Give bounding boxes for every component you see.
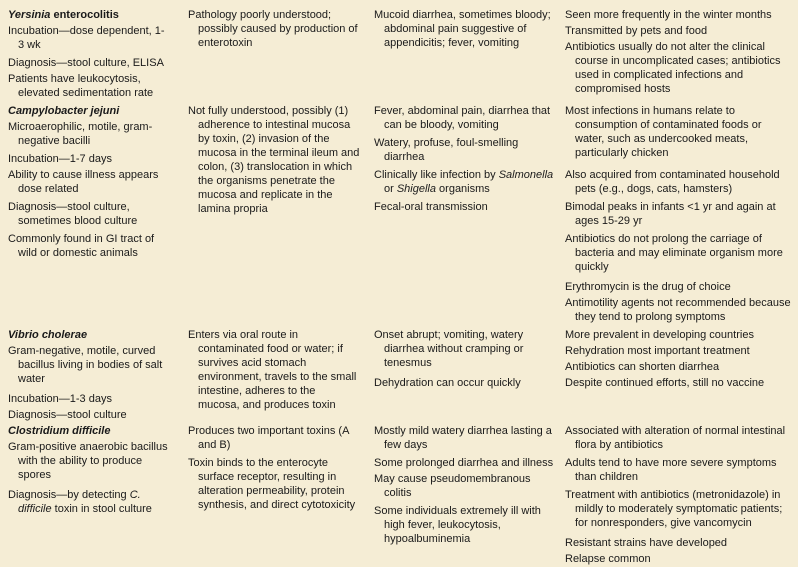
- comment-text: Antibiotics do not prolong the carriage of bacteria and may eliminate organism more quickly: [565, 233, 783, 273]
- c-difficile-italic: C. difficile: [18, 489, 141, 515]
- comment-text: Erythromycin is the drug of choice: [565, 281, 731, 293]
- comment-text: Most infections in humans relate to consumption of contaminated foods or water, such as undercooked meats, particularly chicken: [565, 105, 762, 159]
- pathology-text: Produces two important toxins (A and B): [188, 425, 349, 451]
- organism-detail-part: toxin in stool culture: [51, 503, 152, 515]
- organism-detail: Patients have leukocytosis, elevated sedimentation rate: [8, 73, 154, 99]
- clinical-text: Some individuals extremely ill with high fever, leukocytosis, hypoalbuminemia: [374, 505, 541, 545]
- clinical-text: Mostly mild watery diarrhea lasting a few days: [374, 425, 552, 451]
- clinical-text: Watery, profuse, foul-smelling diarrhea: [374, 137, 519, 163]
- clinical-text-part: Clinically like infection by: [374, 169, 499, 181]
- comment-text: Rehydration most important treatment: [565, 345, 750, 357]
- organism-name-suffix: enterocolitis: [50, 9, 119, 21]
- comment-text: Antimotility agents not recommended because they tend to prolong symptoms: [565, 297, 791, 323]
- organism-detail: Diagnosis—stool culture, sometimes blood culture: [8, 201, 138, 227]
- organism-name: Campylobacter jejuni: [8, 105, 120, 117]
- comment-text: Also acquired from contaminated household pets (e.g., dogs, cats, hamsters): [565, 169, 780, 195]
- organism-detail: Microaerophilic, motile, gram-negative bacilli: [8, 121, 153, 147]
- clinical-text: Fecal-oral transmission: [374, 201, 488, 213]
- organism-detail: Diagnosis—stool culture: [8, 409, 127, 421]
- organism-detail: Incubation—dose dependent, 1-3 wk: [8, 25, 165, 51]
- organism-title: [8, 8, 168, 22]
- clinical-text: [374, 168, 556, 196]
- organism-detail: Gram-positive anaerobic bacillus with the ability to produce spores: [8, 441, 168, 481]
- organism-detail-part: Diagnosis—by detecting: [8, 489, 130, 501]
- clinical-text-part: organisms: [435, 183, 490, 195]
- shigella-italic: Shigella: [396, 183, 436, 195]
- comment-text: Resistant strains have developed: [565, 537, 728, 549]
- comment-text: Bimodal peaks in infants <1 yr and again at ages 15-29 yr: [565, 201, 776, 227]
- comment-text: Associated with alteration of normal intestinal flora by antibiotics: [565, 425, 786, 451]
- comment-text: Seen more frequently in the winter months: [565, 9, 772, 21]
- organism-name: Clostridium difficile: [8, 425, 111, 437]
- clinical-text: Onset abrupt; vomiting, watery diarrhea without cramping or tenesmus: [374, 329, 524, 369]
- organism-title: [8, 104, 168, 118]
- organism-detail: Incubation—1-3 days: [8, 393, 112, 405]
- pathology-text: Toxin binds to the enterocyte surface receptor, resulting in alteration permeability, protein synthesis, and direct cytotoxicity: [188, 457, 356, 511]
- pathology-text: Pathology poorly understood; possibly caused by production of enterotoxin: [188, 9, 358, 49]
- organism-detail: Ability to cause illness appears dose related: [8, 169, 159, 195]
- salmonella-italic: Salmonella: [498, 169, 554, 181]
- organism-name: Vibrio cholerae: [8, 329, 88, 341]
- clinical-text: Some prolonged diarrhea and illness: [374, 457, 554, 469]
- clinical-text: Fever, abdominal pain, diarrhea that can be bloody, vomiting: [374, 105, 551, 131]
- organism-title: [8, 424, 168, 438]
- pathology-text: Not fully understood, possibly (1) adherence to intestinal mucosa by toxin, (2) invasion of the mucosa in the terminal ileum and colon, (3) translocation in which the organisms penetrate the mucosa and replicate in the lamina propria: [188, 105, 360, 215]
- organism-detail: Incubation—1-7 days: [8, 153, 112, 165]
- organism-detail: Diagnosis—stool culture, ELISA: [8, 57, 164, 69]
- organism-name: Yersinia: [8, 9, 51, 21]
- comment-text: Despite continued efforts, still no vaccine: [565, 377, 765, 389]
- clinical-text: May cause pseudomembranous colitis: [374, 473, 531, 499]
- clinical-text: Dehydration can occur quickly: [374, 377, 521, 389]
- comment-text: Antibiotics usually do not alter the clinical course in uncomplicated cases; antibiotics used in complicated infections and compromised hosts: [565, 41, 781, 95]
- comment-text: Transmitted by pets and food: [565, 25, 708, 37]
- organism-title: [8, 328, 168, 342]
- pathology-text: Enters via oral route in contaminated food or water; if survives acid stomach environment, travels to the small intestine, adheres to the mucosa, and produces toxin: [188, 329, 357, 411]
- organism-detail: [8, 488, 168, 516]
- comment-text: Adults tend to have more severe symptoms than children: [565, 457, 777, 483]
- organism-detail: Commonly found in GI tract of wild or domestic animals: [8, 233, 155, 259]
- comment-text: Relapse common: [565, 553, 651, 565]
- comment-text: Treatment with antibiotics (metronidazole) in mildly to moderately symptomatic patients; for nonresponders, give vancomycin: [565, 489, 783, 529]
- comment-text: Antibiotics can shorten diarrhea: [565, 361, 720, 373]
- comment-text: More prevalent in developing countries: [565, 329, 754, 341]
- clinical-text-part: or: [384, 183, 397, 195]
- clinical-text: Mucoid diarrhea, sometimes bloody; abdominal pain suggestive of appendicitis; fever, vomiting: [374, 9, 551, 49]
- organism-detail: Gram-negative, motile, curved bacillus living in bodies of salt water: [8, 345, 163, 385]
